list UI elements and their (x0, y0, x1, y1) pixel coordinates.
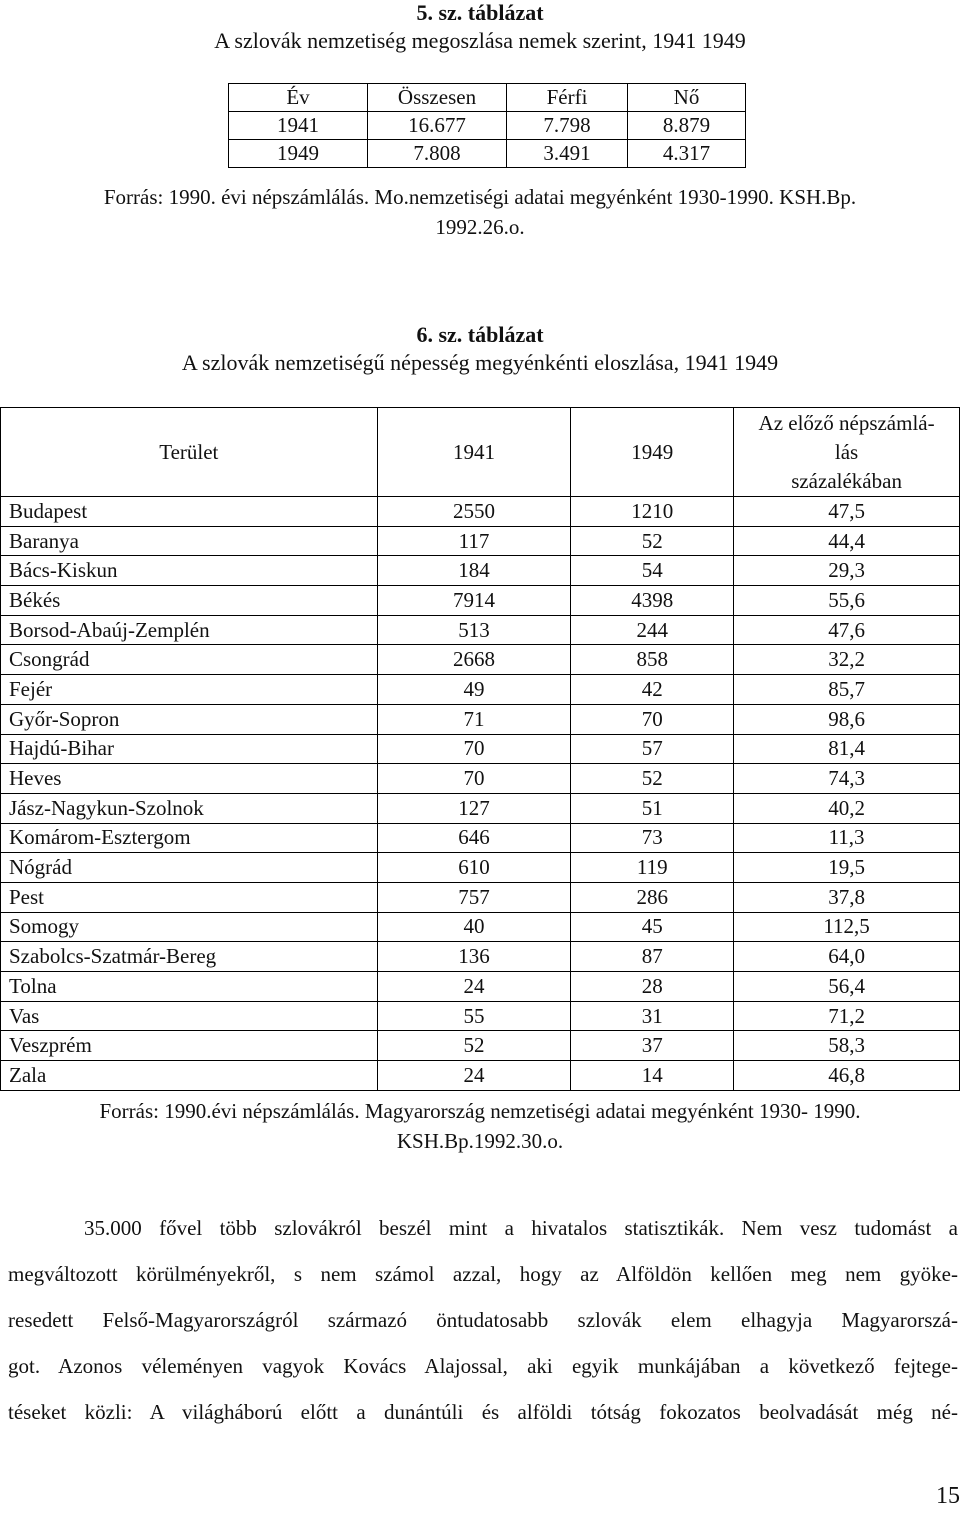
paragraph-line: megváltozott körülményekről, s nem számol azzal, hogy az Alföldön kellően meg nem gyöke- (8, 1262, 958, 1286)
table-row (1, 704, 960, 734)
value-cell: 49 (377, 675, 571, 705)
value-cell: 71 (377, 704, 571, 734)
table-row (1, 615, 960, 645)
county-cell: Veszprém (1, 1031, 378, 1061)
table5-header-cell: Nő (628, 84, 746, 112)
table-cell: 8.879 (628, 112, 746, 140)
table-row (1, 823, 960, 853)
table6-header-row (1, 408, 960, 497)
county-cell: Békés (1, 586, 378, 616)
header-area: Terület (1, 408, 378, 497)
county-cell: Pest (1, 882, 378, 912)
table-row (229, 112, 746, 140)
value-cell: 286 (571, 882, 734, 912)
value-cell: 14 (571, 1061, 734, 1091)
source-line: Forrás: 1990. évi népszámlálás. Mo.nemzetiségi adatai megyénként 1930-1990. KSH.Bp. (103, 185, 857, 209)
table-cell: 7.798 (507, 112, 628, 140)
value-cell: 119 (571, 853, 734, 883)
value-cell: 28 (571, 972, 734, 1002)
value-cell: 55 (377, 1001, 571, 1031)
source-line: 1992.26.o. (435, 215, 525, 239)
value-cell: 52 (377, 1031, 571, 1061)
header-1949: 1949 (571, 408, 734, 497)
table-row (1, 912, 960, 942)
value-cell: 64,0 (734, 942, 960, 972)
table5-heading (0, 0, 960, 54)
value-cell: 244 (571, 615, 734, 645)
header-percent (734, 408, 960, 497)
value-cell: 117 (377, 526, 571, 556)
paragraph-line: 35.000 fővel több szlovákról beszél mint a hivatalos statisztikák. Nem vesz tudomást a (84, 1216, 958, 1240)
body-paragraph (8, 1209, 958, 1439)
value-cell: 52 (571, 764, 734, 794)
table-row (1, 645, 960, 675)
county-cell: Hajdú-Bihar (1, 734, 378, 764)
table-row (1, 1001, 960, 1031)
value-cell: 7914 (377, 586, 571, 616)
value-cell: 513 (377, 615, 571, 645)
value-cell: 37,8 (734, 882, 960, 912)
county-cell: Baranya (1, 526, 378, 556)
value-cell: 47,6 (734, 615, 960, 645)
value-cell: 85,7 (734, 675, 960, 705)
county-cell: Borsod-Abaúj-Zemplén (1, 615, 378, 645)
table-row (1, 853, 960, 883)
table-row (229, 140, 746, 168)
value-cell: 37 (571, 1031, 734, 1061)
value-cell: 136 (377, 942, 571, 972)
value-cell: 51 (571, 793, 734, 823)
value-cell: 646 (377, 823, 571, 853)
table-cell: 4.317 (628, 140, 746, 168)
table-row (1, 675, 960, 705)
table6-number: 6. sz. táblázat (416, 322, 544, 347)
table-row (1, 942, 960, 972)
value-cell: 47,5 (734, 497, 960, 527)
source-line: KSH.Bp.1992.30.o. (396, 1129, 564, 1153)
county-cell: Jász-Nagykun-Szolnok (1, 793, 378, 823)
county-cell: Fejér (1, 675, 378, 705)
table-row (1, 526, 960, 556)
county-cell: Nógrád (1, 853, 378, 883)
table-cell: 1941 (229, 112, 368, 140)
value-cell: 112,5 (734, 912, 960, 942)
value-cell: 31 (571, 1001, 734, 1031)
value-cell: 44,4 (734, 526, 960, 556)
value-cell: 2550 (377, 497, 571, 527)
table-cell: 16.677 (368, 112, 507, 140)
paragraph-line: resedett Felső-Magyarországról származó öntudatosabb szlovák elem elhagyja Magyarorszá- (8, 1308, 958, 1332)
table-row (1, 764, 960, 794)
table5-number: 5. sz. táblázat (416, 0, 544, 25)
table6-source (0, 1096, 960, 1156)
value-cell: 87 (571, 942, 734, 972)
value-cell: 42 (571, 675, 734, 705)
table-row (1, 734, 960, 764)
table-row (1, 556, 960, 586)
table5-title: A szlovák nemzetiség megoszlása nemek szerint, 1941 1949 (214, 28, 746, 53)
value-cell: 29,3 (734, 556, 960, 586)
header-percent-line: lás (834, 439, 859, 464)
paragraph-line: got. Azonos véleményen vagyok Kovács Alajossal, aki egyik munkájában a következő fejtege- (8, 1354, 958, 1378)
value-cell: 40 (377, 912, 571, 942)
table6-heading (0, 322, 960, 376)
table6-title: A szlovák nemzetiségű népesség megyénkénti eloszlása, 1941 1949 (181, 350, 779, 375)
value-cell: 11,3 (734, 823, 960, 853)
county-cell: Szabolcs-Szatmár-Bereg (1, 942, 378, 972)
value-cell: 70 (377, 734, 571, 764)
value-cell: 24 (377, 972, 571, 1002)
table-cell: 3.491 (507, 140, 628, 168)
county-cell: Heves (1, 764, 378, 794)
county-cell: Bács-Kiskun (1, 556, 378, 586)
table5-header-cell: Férfi (507, 84, 628, 112)
county-cell: Komárom-Esztergom (1, 823, 378, 853)
table5-source (0, 182, 960, 242)
county-cell: Zala (1, 1061, 378, 1091)
value-cell: 4398 (571, 586, 734, 616)
table-row (1, 497, 960, 527)
table-row (1, 586, 960, 616)
value-cell: 610 (377, 853, 571, 883)
value-cell: 45 (571, 912, 734, 942)
table-row (1, 1061, 960, 1091)
value-cell: 56,4 (734, 972, 960, 1002)
table-row (1, 972, 960, 1002)
value-cell: 73 (571, 823, 734, 853)
table-row (1, 882, 960, 912)
value-cell: 70 (571, 704, 734, 734)
table-cell: 1949 (229, 140, 368, 168)
table-cell: 7.808 (368, 140, 507, 168)
value-cell: 98,6 (734, 704, 960, 734)
source-line: Forrás: 1990.évi népszámlálás. Magyarország nemzetiségi adatai megyénként 1930- 1990. (99, 1099, 861, 1123)
value-cell: 58,3 (734, 1031, 960, 1061)
table6 (0, 407, 960, 1091)
table-row (1, 793, 960, 823)
value-cell: 57 (571, 734, 734, 764)
header-percent-line: százalékában (791, 468, 902, 493)
header-percent-line: Az előző népszámlá- (758, 410, 935, 435)
paragraph-line: téseket közli: A világháború előtt a dunántúli és alföldi tótság fokozatos beolvadását még né- (8, 1400, 958, 1424)
county-cell: Vas (1, 1001, 378, 1031)
value-cell: 19,5 (734, 853, 960, 883)
county-cell: Csongrád (1, 645, 378, 675)
value-cell: 757 (377, 882, 571, 912)
value-cell: 81,4 (734, 734, 960, 764)
table5-header-cell: Év (229, 84, 368, 112)
value-cell: 54 (571, 556, 734, 586)
county-cell: Budapest (1, 497, 378, 527)
county-cell: Győr-Sopron (1, 704, 378, 734)
table6-body (1, 497, 960, 1091)
table5-header-cell: Összesen (368, 84, 507, 112)
county-cell: Somogy (1, 912, 378, 942)
value-cell: 2668 (377, 645, 571, 675)
table5 (228, 83, 746, 168)
county-cell: Tolna (1, 972, 378, 1002)
value-cell: 52 (571, 526, 734, 556)
table5-header-row (229, 84, 746, 112)
page-number: 15 (936, 1483, 960, 1509)
value-cell: 24 (377, 1061, 571, 1091)
value-cell: 70 (377, 764, 571, 794)
value-cell: 32,2 (734, 645, 960, 675)
value-cell: 40,2 (734, 793, 960, 823)
table-row (1, 1031, 960, 1061)
value-cell: 1210 (571, 497, 734, 527)
value-cell: 858 (571, 645, 734, 675)
value-cell: 46,8 (734, 1061, 960, 1091)
header-1941: 1941 (377, 408, 571, 497)
value-cell: 127 (377, 793, 571, 823)
value-cell: 55,6 (734, 586, 960, 616)
value-cell: 74,3 (734, 764, 960, 794)
value-cell: 71,2 (734, 1001, 960, 1031)
value-cell: 184 (377, 556, 571, 586)
